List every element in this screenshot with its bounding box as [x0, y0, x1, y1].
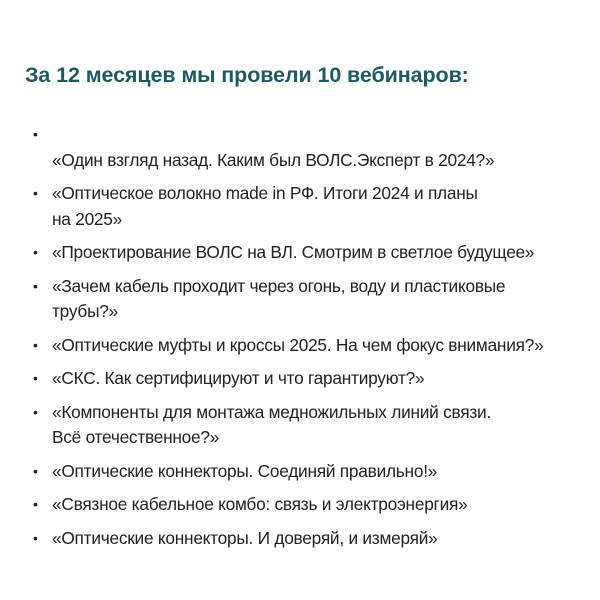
- bullet-icon: •: [33, 462, 38, 479]
- webinar-title: «Один взгляд назад. Каким был ВОЛС.Эксперт в 2024?»: [52, 149, 495, 170]
- bullet-icon: •: [33, 277, 38, 294]
- list-item: [33, 400, 593, 451]
- webinar-title: «Проектирование ВОЛС на ВЛ. Смотрим в светлое будущее»: [52, 242, 535, 262]
- webinar-title: «Оптические коннекторы. И доверяй, и измеряй»: [52, 527, 438, 548]
- webinar-title: «Оптическое волокно made in РФ. Итоги 2024 и планы на 2025»: [52, 183, 478, 229]
- webinar-list: [33, 122, 593, 559]
- bullet-icon: •: [33, 126, 38, 142]
- bullet-icon: •: [33, 185, 38, 201]
- list-item: [33, 122, 593, 173]
- bullet-icon: •: [33, 496, 38, 512]
- bullet-icon: •: [33, 370, 38, 386]
- list-item: [33, 492, 593, 518]
- bullet-icon: •: [33, 529, 38, 546]
- webinar-title: «Компоненты для монтажа медножильных линий связи. Всё отечественное?»: [52, 401, 492, 447]
- page-title: За 12 месяцев мы провели 10 вебинаров:: [25, 63, 469, 87]
- webinar-title: «СКС. Как сертифицируют и что гарантируют?»: [52, 368, 425, 388]
- bullet-icon: •: [33, 403, 38, 420]
- list-item: [33, 240, 593, 266]
- list-item: [33, 366, 593, 392]
- list-item: [33, 274, 593, 325]
- webinar-title: «Зачем кабель проходит через огонь, воду и пластиковые трубы?»: [52, 275, 506, 321]
- list-item: [33, 333, 593, 359]
- list-item: [33, 459, 593, 485]
- list-item: [33, 181, 593, 232]
- bullet-icon: •: [33, 336, 38, 353]
- list-item: [33, 526, 593, 552]
- webinar-title: «Связное кабельное комбо: связь и электроэнергия»: [52, 494, 468, 514]
- webinar-title: «Оптические коннекторы. Соединяй правильно!»: [52, 460, 438, 481]
- bullet-icon: •: [33, 244, 38, 260]
- webinar-title: «Оптические муфты и кроссы 2025. На чем фокус внимания?»: [52, 334, 544, 355]
